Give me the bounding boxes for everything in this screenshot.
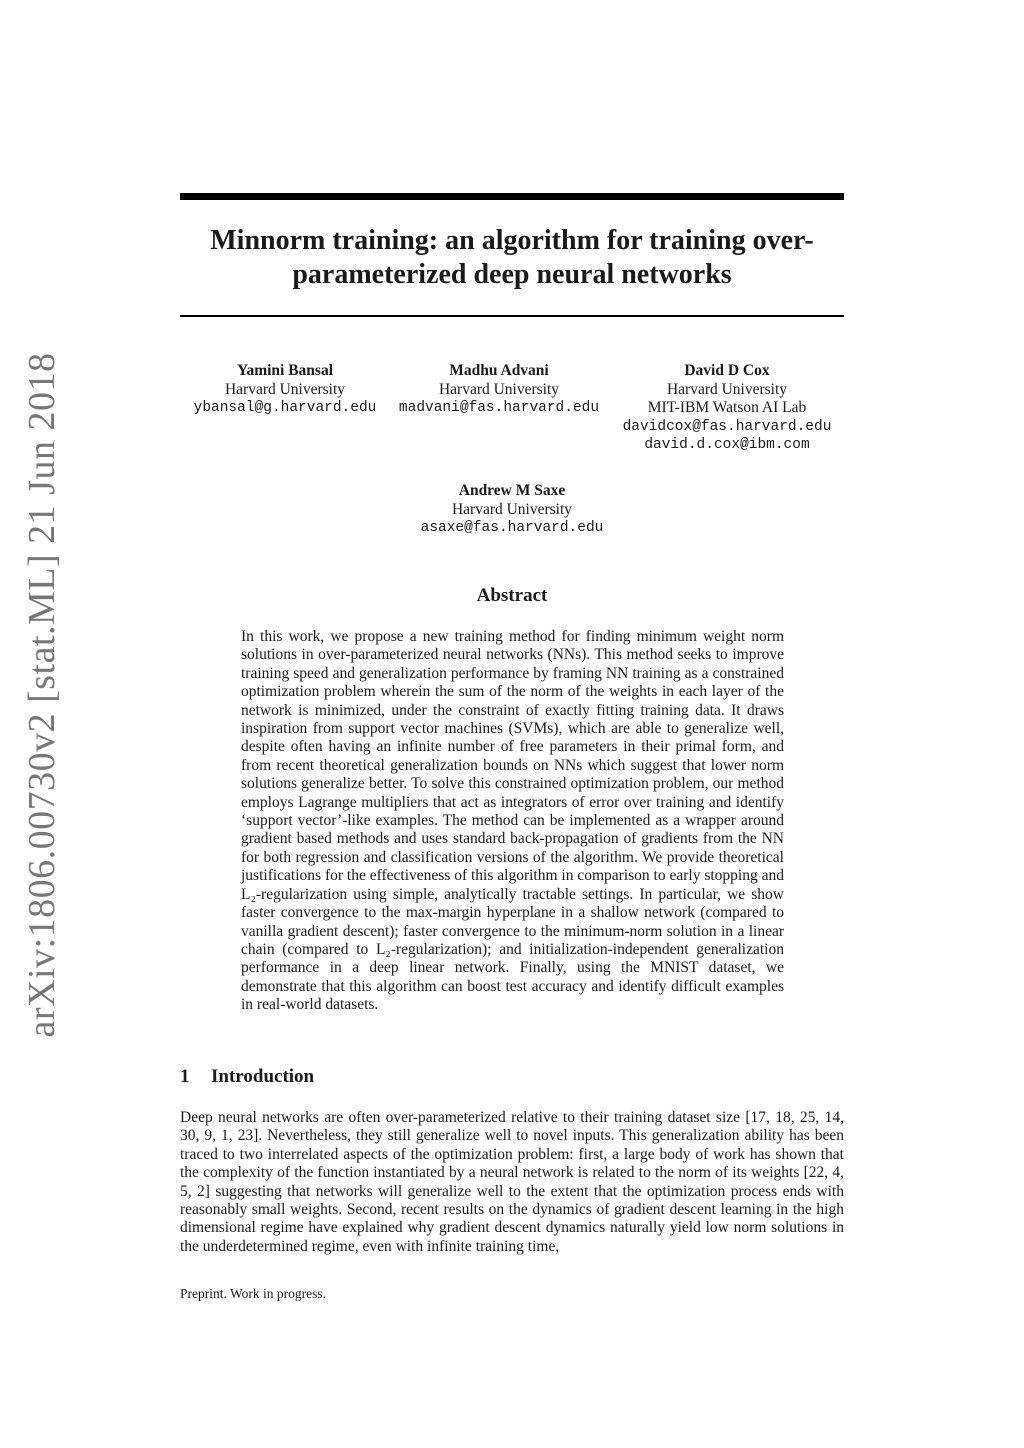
- footnote: Preprint. Work in progress.: [180, 1286, 327, 1301]
- author-affiliation: Harvard University: [224, 380, 346, 398]
- author-name: Madhu Advani: [449, 362, 549, 379]
- section-heading: [180, 1065, 314, 1089]
- author-block: [612, 362, 842, 455]
- author-affiliation-secondary: MIT-IBM Watson AI Lab: [647, 399, 807, 416]
- section-number: 1: [180, 1066, 190, 1087]
- author-name: Andrew M Saxe: [458, 482, 566, 499]
- author-block: [395, 362, 603, 418]
- author-affiliation: Harvard University: [666, 380, 788, 398]
- author-block: [395, 482, 629, 538]
- author-affiliation: Harvard University: [438, 380, 560, 398]
- introduction-text: Deep neural networks are often over-parameterized relative to their training dataset size [17, 18, 25, 14, 30, 9, 1, 23]. Nevertheless, they still generalize well to novel inputs. This generalization ability has been traced to two interrelated aspects of the optimization problem: first, a large body of work has shown that the complexity of the function instantiated by a neural network is related to the norm of its weights [22, 4, 5, 2] suggesting that networks will generalize well to the extent that the optimization process ends with reasonably small weights. Second, recent results on the dynamics of gradient descent learning in the high dimensional regime have explained why gradient descent dynamics naturally yield low norm solutions in the underdetermined regime, even with infinite training time,: [180, 1109, 844, 1255]
- abstract-heading: Abstract: [476, 585, 548, 606]
- author-name: David D Cox: [684, 362, 770, 379]
- title-bottom-rule: [180, 315, 844, 317]
- author-name: Yamini Bansal: [236, 362, 334, 379]
- author-email-secondary: david.d.cox@ibm.com: [644, 437, 810, 453]
- author-affiliation: Harvard University: [451, 500, 573, 518]
- author-email: ybansal@g.harvard.edu: [193, 400, 377, 416]
- arxiv-identifier-stamp: arXiv:1806.00730v2 [stat.ML] 21 Jun 2018: [21, 352, 63, 1038]
- abstract-text: In this work, we propose a new training method for finding minimum weight norm solutions in over-parameterized neural networks (NNs). This method seeks to improve training speed and generalization performance by framing NN training as a constrained optimization problem wherein the sum of the norm of the weights in each layer of the network is minimized, under the constraint of exactly fitting training data. It draws inspiration from support vector machines (SVMs), which are able to generalize well, despite often having an infinite number of free parameters in their primal form, and from recent theoretical generalization bounds on NNs which suggest that lower norm solutions generalize better. To solve this constrained optimization problem, our method employs Lagrange multipliers that act as integrators of error over training and identify ‘support vector’-like examples. The method can be implemented as a wrapper around gradient based methods and uses standard back-propagation of gradients from the NN for both regression and classification versions of the algorithm. We provide theoretical justifications for the effectiveness of this algorithm in comparison to early stopping and L₂-regularization using simple, analytically tractable settings. In particular, we show faster convergence to the max-margin hyperplane in a shallow network (compared to vanilla gradient descent); faster convergence to the minimum-norm solution in a linear chain (compared to L₂-regularization); and initialization-independent generalization performance in a deep linear network. Finally, using the MNIST dataset, we demonstrate that this algorithm can boost test accuracy and identify difficult examples in real-world datasets.: [241, 628, 784, 1014]
- author-email: asaxe@fas.harvard.edu: [420, 520, 604, 536]
- author-email: madvani@fas.harvard.edu: [398, 400, 600, 416]
- author-email: davidcox@fas.harvard.edu: [622, 418, 832, 435]
- author-block: [180, 362, 390, 418]
- section-title: Introduction: [211, 1066, 315, 1087]
- title-top-rule: [180, 193, 844, 200]
- paper-title: Minnorm training: an algorithm for training over-parameterized deep neural networks: [210, 225, 814, 290]
